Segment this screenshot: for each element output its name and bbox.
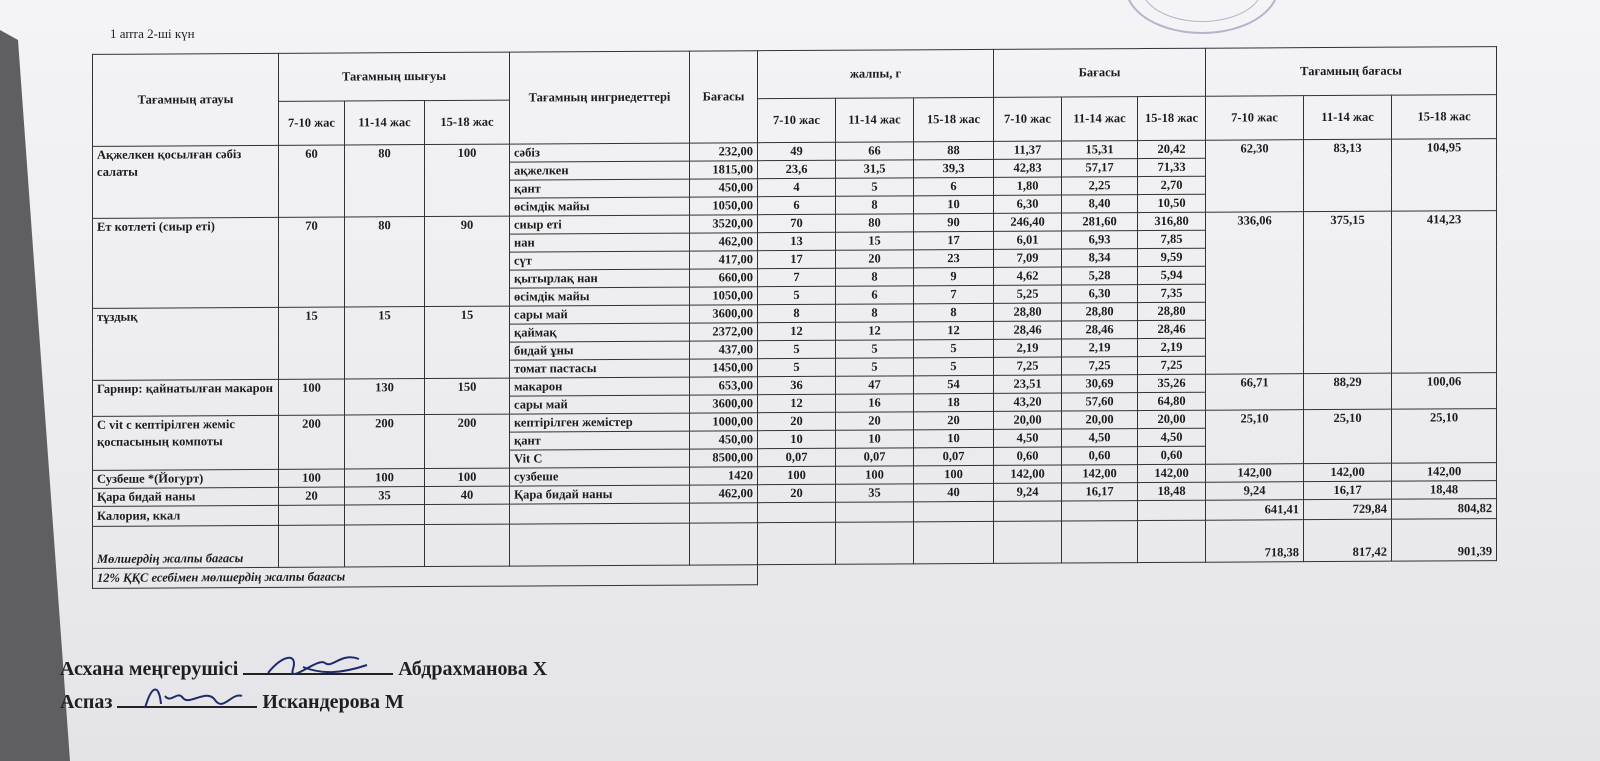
ingredient-price: 3600,00 bbox=[690, 305, 758, 323]
ingredient-name: макарон bbox=[510, 377, 690, 396]
dish-yield: 200 bbox=[425, 414, 510, 468]
ingredient-name: сүт bbox=[510, 251, 690, 270]
ingredient-cost: 20,00 bbox=[1138, 410, 1206, 428]
signature-head bbox=[243, 655, 393, 675]
age-11-14: 11-14 жас bbox=[836, 98, 914, 142]
dish-price: 25,10 bbox=[1206, 410, 1304, 465]
ingredient-cost: 30,69 bbox=[1062, 375, 1138, 393]
dish-price: 142,00 bbox=[1304, 463, 1392, 481]
ingredient-price: 653,00 bbox=[690, 377, 758, 395]
header-cost: Бағасы bbox=[994, 48, 1206, 97]
dish-name: Қара бидай наны bbox=[93, 487, 279, 506]
ingredient-price: 462,00 bbox=[690, 485, 758, 503]
ingredient-grams: 10 bbox=[914, 195, 994, 213]
age-7-10: 7-10 жас bbox=[994, 97, 1062, 141]
ingredient-cost: 281,60 bbox=[1062, 213, 1138, 231]
ingredient-cost: 57,60 bbox=[1062, 393, 1138, 411]
ingredient-grams: 12 bbox=[836, 322, 914, 340]
chef-head-label: Асхана меңгерушісі bbox=[60, 658, 239, 680]
ingredient-grams: 0,07 bbox=[914, 447, 994, 465]
signature-cook bbox=[117, 688, 257, 708]
ingredient-price: 417,00 bbox=[690, 251, 758, 269]
ingredient-cost: 20,00 bbox=[994, 411, 1062, 429]
ingredient-name: өсімдік майы bbox=[510, 287, 690, 306]
ingredient-cost: 142,00 bbox=[1138, 464, 1206, 482]
ingredient-grams: 6 bbox=[914, 177, 994, 195]
ingredient-cost: 9,59 bbox=[1138, 248, 1206, 266]
ingredient-cost: 10,50 bbox=[1138, 194, 1206, 212]
ingredient-grams: 15 bbox=[836, 232, 914, 250]
ingredient-grams: 8 bbox=[836, 268, 914, 286]
header-total-g: жалпы, г bbox=[758, 49, 994, 98]
ingredient-grams: 8 bbox=[914, 303, 994, 321]
ingredient-grams: 70 bbox=[758, 214, 836, 232]
ingredient-grams: 88 bbox=[914, 141, 994, 159]
ingredient-price: 1815,00 bbox=[690, 161, 758, 179]
calories-label: Калория, ккал bbox=[93, 505, 279, 526]
ingredient-grams: 54 bbox=[914, 375, 994, 393]
ingredient-grams: 80 bbox=[836, 214, 914, 232]
signature-line-head bbox=[60, 655, 547, 681]
ingredient-name: Қара бидай наны bbox=[510, 485, 690, 504]
calories-value: 641,41 bbox=[1206, 500, 1304, 521]
dish-yield: 100 bbox=[345, 469, 425, 487]
ingredient-price: 1050,00 bbox=[690, 287, 758, 305]
ingredient-cost: 5,94 bbox=[1138, 266, 1206, 284]
ingredient-grams: 6 bbox=[758, 196, 836, 214]
dish-price: 16,17 bbox=[1304, 481, 1392, 499]
signature-line-cook bbox=[60, 688, 404, 714]
ingredient-cost: 246,40 bbox=[994, 213, 1062, 231]
header-dish-price: Тағамның бағасы bbox=[1206, 47, 1497, 97]
ingredient-grams: 20 bbox=[758, 412, 836, 430]
dish-yield: 15 bbox=[279, 307, 345, 379]
ingredient-price: 1420 bbox=[690, 467, 758, 485]
ingredient-cost: 28,80 bbox=[994, 303, 1062, 321]
vat-label: 12% ҚҚС есебімен мөлшердің жалпы бағасы bbox=[93, 565, 758, 589]
ingredient-cost: 16,17 bbox=[1062, 483, 1138, 501]
age-7-10: 7-10 жас bbox=[279, 101, 345, 145]
menu-table-body bbox=[93, 139, 1497, 507]
ingredient-grams: 12 bbox=[758, 394, 836, 412]
ingredient-cost: 0,60 bbox=[1138, 446, 1206, 464]
ingredient-grams: 5 bbox=[914, 339, 994, 357]
ingredient-grams: 8 bbox=[836, 196, 914, 214]
ingredient-grams: 20 bbox=[836, 412, 914, 430]
ingredient-name: ақжелкен bbox=[510, 161, 690, 180]
ingredient-grams: 5 bbox=[758, 358, 836, 376]
ingredient-grams: 12 bbox=[914, 321, 994, 339]
dish-name: тұздық bbox=[93, 307, 279, 380]
dish-price: 375,15 bbox=[1304, 211, 1392, 373]
ingredient-grams: 20 bbox=[836, 250, 914, 268]
calories-value: 804,82 bbox=[1392, 499, 1497, 520]
ingredient-cost: 4,50 bbox=[1062, 429, 1138, 447]
ingredient-cost: 6,93 bbox=[1062, 231, 1138, 249]
ingredient-name: бидай ұны bbox=[510, 341, 690, 360]
age-11-14: 11-14 жас bbox=[1304, 95, 1392, 139]
age-15-18: 15-18 жас bbox=[1138, 96, 1206, 140]
ingredient-grams: 23,6 bbox=[758, 160, 836, 178]
ingredient-grams: 0,07 bbox=[836, 448, 914, 466]
ingredient-grams: 5 bbox=[758, 340, 836, 358]
dish-yield: 35 bbox=[345, 487, 425, 505]
dish-yield: 90 bbox=[425, 216, 510, 306]
chef-head-name: Абдрахманова Х bbox=[398, 658, 548, 680]
ingredient-grams: 10 bbox=[758, 430, 836, 448]
ingredient-price: 232,00 bbox=[690, 143, 758, 161]
total-value: 817,42 bbox=[1304, 519, 1392, 561]
dish-yield: 100 bbox=[425, 468, 510, 486]
ingredient-cost: 1,80 bbox=[994, 177, 1062, 195]
dish-yield: 200 bbox=[345, 415, 425, 469]
ingredient-cost: 71,33 bbox=[1138, 158, 1206, 176]
ingredient-cost: 5,25 bbox=[994, 285, 1062, 303]
ingredient-cost: 28,46 bbox=[994, 321, 1062, 339]
ingredient-name: сузбеше bbox=[510, 467, 690, 486]
header-yield: Тағамның шығуы bbox=[279, 52, 510, 101]
ingredient-name: томат пастасы bbox=[510, 359, 690, 378]
ingredient-grams: 20 bbox=[758, 484, 836, 502]
dish-price: 62,30 bbox=[1206, 140, 1304, 213]
ingredient-cost: 6,30 bbox=[1062, 285, 1138, 303]
dish-yield: 60 bbox=[279, 145, 345, 217]
ingredient-price: 1050,00 bbox=[690, 197, 758, 215]
ingredient-grams: 31,5 bbox=[836, 160, 914, 178]
ingredient-grams: 66 bbox=[836, 142, 914, 160]
ingredient-cost: 20,00 bbox=[1062, 411, 1138, 429]
ingredient-grams: 8 bbox=[836, 304, 914, 322]
dish-yield: 80 bbox=[345, 217, 425, 307]
ingredient-cost: 8,34 bbox=[1062, 249, 1138, 267]
ingredient-name: қант bbox=[510, 179, 690, 198]
cook-label: Аспаз bbox=[60, 691, 113, 713]
ingredient-cost: 2,19 bbox=[1062, 339, 1138, 357]
age-15-18: 15-18 жас bbox=[1392, 95, 1497, 140]
ingredient-cost: 142,00 bbox=[1062, 465, 1138, 483]
ingredient-grams: 90 bbox=[914, 213, 994, 231]
ingredient-cost: 2,19 bbox=[994, 339, 1062, 357]
ingredient-price: 1000,00 bbox=[690, 413, 758, 431]
dish-yield: 15 bbox=[345, 307, 425, 379]
ingredient-grams: 5 bbox=[836, 178, 914, 196]
total-value: 718,38 bbox=[1206, 520, 1304, 563]
ingredient-name: қант bbox=[510, 431, 690, 450]
age-7-10: 7-10 жас bbox=[758, 98, 836, 142]
ingredient-cost: 7,25 bbox=[1062, 357, 1138, 375]
ingredient-cost: 7,85 bbox=[1138, 230, 1206, 248]
total-value: 901,39 bbox=[1392, 519, 1497, 562]
calories-value: 729,84 bbox=[1304, 499, 1392, 519]
dish-yield: 130 bbox=[345, 379, 425, 415]
dish-yield: 100 bbox=[279, 379, 345, 415]
ingredient-name: Vit C bbox=[510, 449, 690, 468]
ingredient-cost: 28,80 bbox=[1062, 303, 1138, 321]
dish-price: 100,06 bbox=[1392, 373, 1497, 410]
dish-price: 88,29 bbox=[1304, 373, 1392, 409]
ingredient-grams: 17 bbox=[758, 250, 836, 268]
ingredient-cost: 7,25 bbox=[1138, 356, 1206, 374]
ingredient-cost: 9,24 bbox=[994, 483, 1062, 501]
dish-yield: 70 bbox=[279, 217, 345, 307]
ingredient-cost: 20,42 bbox=[1138, 140, 1206, 158]
ingredient-cost: 6,01 bbox=[994, 231, 1062, 249]
dish-yield: 40 bbox=[425, 486, 510, 504]
dish-yield: 100 bbox=[279, 469, 345, 487]
ingredient-grams: 8 bbox=[758, 304, 836, 322]
ingredient-grams: 4 bbox=[758, 178, 836, 196]
menu-table-wrap bbox=[92, 46, 1496, 589]
ingredient-price: 450,00 bbox=[690, 431, 758, 449]
ingredient-price: 1450,00 bbox=[690, 359, 758, 377]
ingredient-price: 660,00 bbox=[690, 269, 758, 287]
dish-yield: 150 bbox=[425, 378, 510, 414]
ingredient-name: нан bbox=[510, 233, 690, 252]
header-name: Тағамның атауы bbox=[93, 53, 279, 146]
ingredient-cost: 64,80 bbox=[1138, 392, 1206, 410]
ingredient-cost: 4,50 bbox=[1138, 428, 1206, 446]
ingredient-grams: 7 bbox=[758, 268, 836, 286]
dish-yield: 100 bbox=[425, 144, 510, 216]
dish-price: 414,23 bbox=[1392, 211, 1497, 374]
ingredient-cost: 8,40 bbox=[1062, 195, 1138, 213]
ingredient-price: 437,00 bbox=[690, 341, 758, 359]
ingredient-cost: 2,19 bbox=[1138, 338, 1206, 356]
dish-price: 18,48 bbox=[1392, 481, 1497, 500]
ingredient-grams: 5 bbox=[836, 340, 914, 358]
ingredient-grams: 16 bbox=[836, 394, 914, 412]
dish-price: 25,10 bbox=[1304, 409, 1392, 463]
ingredient-grams: 6 bbox=[836, 286, 914, 304]
ingredient-grams: 18 bbox=[914, 393, 994, 411]
ingredient-name: қаймақ bbox=[510, 323, 690, 342]
ingredient-cost: 7,25 bbox=[994, 357, 1062, 375]
ingredient-cost: 4,62 bbox=[994, 267, 1062, 285]
cook-name: Искандерова М bbox=[262, 691, 404, 713]
menu-table-summary bbox=[93, 499, 1497, 589]
ingredient-grams: 36 bbox=[758, 376, 836, 394]
ingredient-cost: 15,31 bbox=[1062, 141, 1138, 159]
ingredient-cost: 6,30 bbox=[994, 195, 1062, 213]
ingredient-cost: 35,26 bbox=[1138, 374, 1206, 392]
ingredient-cost: 7,35 bbox=[1138, 284, 1206, 302]
page-heading: 1 апта 2-ші күн bbox=[110, 26, 195, 41]
ingredient-name: кептірілген жемістер bbox=[510, 413, 690, 432]
ingredient-grams: 100 bbox=[836, 466, 914, 484]
ingredient-price: 2372,00 bbox=[690, 323, 758, 341]
ingredient-grams: 0,07 bbox=[758, 448, 836, 466]
ingredient-name: сары май bbox=[510, 305, 690, 324]
ingredient-grams: 23 bbox=[914, 249, 994, 267]
total-label: Мөлшердің жалпы бағасы bbox=[93, 525, 279, 568]
dish-name: C vit с кептірілген жеміс қоспасының компоты bbox=[93, 415, 279, 470]
ingredient-grams: 5 bbox=[836, 358, 914, 376]
age-11-14: 11-14 жас bbox=[345, 101, 425, 145]
ingredient-cost: 43,20 bbox=[994, 393, 1062, 411]
ingredient-cost: 7,09 bbox=[994, 249, 1062, 267]
ingredient-cost: 28,46 bbox=[1062, 321, 1138, 339]
dish-price: 66,71 bbox=[1206, 374, 1304, 411]
ingredient-grams: 10 bbox=[836, 430, 914, 448]
ingredient-grams: 13 bbox=[758, 232, 836, 250]
dish-price: 104,95 bbox=[1392, 139, 1497, 212]
ingredient-grams: 5 bbox=[758, 286, 836, 304]
dish-price: 83,13 bbox=[1304, 139, 1392, 211]
dish-name: Гарнир: қайнатылған макарон bbox=[93, 379, 279, 416]
ingredient-grams: 100 bbox=[758, 466, 836, 484]
ingredient-price: 8500,00 bbox=[690, 449, 758, 467]
ingredient-grams: 47 bbox=[836, 376, 914, 394]
dish-price: 9,24 bbox=[1206, 482, 1304, 501]
dish-yield: 20 bbox=[279, 487, 345, 505]
ingredient-price: 3520,00 bbox=[690, 215, 758, 233]
ingredient-cost: 4,50 bbox=[994, 429, 1062, 447]
ingredient-grams: 7 bbox=[914, 285, 994, 303]
dish-price: 336,06 bbox=[1206, 212, 1304, 375]
dish-name: Ет котлеті (сиыр еті) bbox=[93, 217, 279, 308]
ingredient-grams: 100 bbox=[914, 465, 994, 483]
ingredient-cost: 2,70 bbox=[1138, 176, 1206, 194]
ingredient-name: сары май bbox=[510, 395, 690, 414]
ingredient-cost: 0,60 bbox=[994, 447, 1062, 465]
dish-price: 142,00 bbox=[1206, 464, 1304, 483]
dish-price: 142,00 bbox=[1392, 463, 1497, 482]
ingredient-grams: 35 bbox=[836, 484, 914, 502]
ingredient-grams: 39,3 bbox=[914, 159, 994, 177]
age-7-10: 7-10 жас bbox=[1206, 96, 1304, 141]
ingredient-cost: 18,48 bbox=[1138, 482, 1206, 500]
ingredient-price: 462,00 bbox=[690, 233, 758, 251]
dish-name: Сузбеше *(Йогурт) bbox=[93, 469, 279, 488]
header-ingredients: Тағамның ингриедеттері bbox=[510, 51, 690, 144]
ingredient-cost: 42,83 bbox=[994, 159, 1062, 177]
ingredient-grams: 17 bbox=[914, 231, 994, 249]
ingredient-grams: 9 bbox=[914, 267, 994, 285]
age-15-18: 15-18 жас bbox=[914, 97, 994, 141]
ingredient-name: сиыр еті bbox=[510, 215, 690, 234]
ingredient-name: өсімдік майы bbox=[510, 197, 690, 216]
ingredient-grams: 20 bbox=[914, 411, 994, 429]
menu-table bbox=[92, 46, 1497, 589]
dish-name: Ақжелкен қосылған сәбіз салаты bbox=[93, 145, 279, 218]
dish-yield: 80 bbox=[345, 145, 425, 217]
ingredient-name: қытырлақ нан bbox=[510, 269, 690, 288]
ingredient-cost: 11,37 bbox=[994, 141, 1062, 159]
handwritten-signature-icon bbox=[137, 682, 247, 712]
dish-yield: 200 bbox=[279, 415, 345, 469]
ingredient-cost: 0,60 bbox=[1062, 447, 1138, 465]
age-11-14: 11-14 жас bbox=[1062, 97, 1138, 141]
ingredient-grams: 12 bbox=[758, 322, 836, 340]
ingredient-cost: 28,80 bbox=[1138, 302, 1206, 320]
ingredient-grams: 5 bbox=[914, 357, 994, 375]
ingredient-cost: 5,28 bbox=[1062, 267, 1138, 285]
header-price: Бағасы bbox=[690, 51, 758, 143]
ingredient-cost: 57,17 bbox=[1062, 159, 1138, 177]
ingredient-cost: 142,00 bbox=[994, 465, 1062, 483]
age-15-18: 15-18 жас bbox=[425, 100, 510, 144]
ingredient-cost: 23,51 bbox=[994, 375, 1062, 393]
ingredient-grams: 49 bbox=[758, 142, 836, 160]
ingredient-cost: 2,25 bbox=[1062, 177, 1138, 195]
ingredient-grams: 10 bbox=[914, 429, 994, 447]
handwritten-signature-icon bbox=[263, 649, 373, 679]
dish-price: 25,10 bbox=[1392, 409, 1497, 464]
ingredient-name: сәбіз bbox=[510, 143, 690, 162]
ingredient-cost: 316,80 bbox=[1138, 212, 1206, 230]
ingredient-grams: 40 bbox=[914, 483, 994, 501]
ingredient-price: 450,00 bbox=[690, 179, 758, 197]
ingredient-cost: 28,46 bbox=[1138, 320, 1206, 338]
ingredient-price: 3600,00 bbox=[690, 395, 758, 413]
dish-yield: 15 bbox=[425, 306, 510, 378]
